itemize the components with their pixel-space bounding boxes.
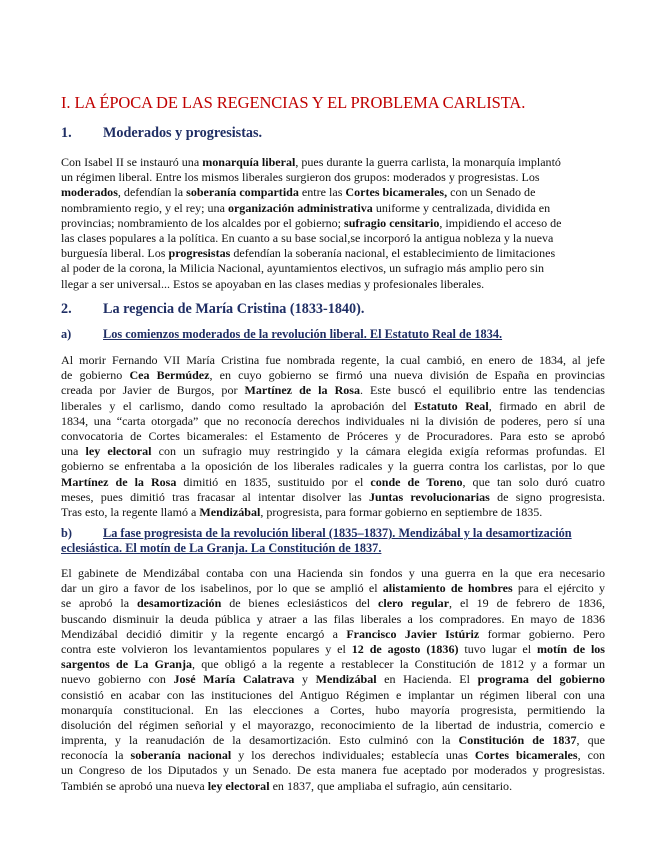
bold-term: moderados [61,185,118,200]
text-line [61,596,605,611]
text-run: tuvo lugar el [458,641,537,656]
text-run: dar un giro a favor de los isabelinos, por lo que se amplió el [61,581,383,596]
text-line [61,688,605,703]
bold-term: desamortización [136,596,222,611]
bold-term: 12 de agosto (1836) [351,641,459,656]
text-run: , que [576,733,606,748]
text-run: El gabinete de Mendizábal contaba con una Hacienda sin fondos y una guerra en la que era necesario [61,566,605,580]
text-run: un Congreso de los Diputados y un Senado. De esta manera fue aceptado por moderados y progresistas. [61,763,605,778]
text-run: nuevo gobierno con [61,672,174,687]
text-line [61,642,605,657]
text-line [61,490,605,505]
text-run: en Hacienda. El [376,672,478,687]
text-run: , que obligó a la regente a restablecer la Constitución de 1812 y a formar un [192,657,605,672]
text-line [61,261,605,276]
subsection-heading-b [61,526,621,556]
text-line [61,444,605,459]
section-heading-2 [61,301,364,318]
bold-term: ley electoral [85,444,152,459]
text-run: convocatoria de Cortes bicamerales: el Estamento de Próceres y de Procuradores. Para esto se aprobó [61,428,605,443]
text-line [61,672,605,687]
bold-term: sufragio censitario [344,215,440,230]
text-line [61,566,605,581]
bold-term: Juntas revolucionarias [368,489,490,504]
bold-term: conde de Toreno [370,474,463,489]
text-run: en 1837, que ampliaba el sufragio, aún censitario. [269,778,513,793]
text-run: , defendían la [117,185,187,200]
text-run: , con [577,748,605,763]
bold-term: Cortes bicamerales [474,748,578,763]
text-run: con un sufragio muy restringido y la cámara elegida exigía reformas profundas. El [151,444,605,459]
text-run: liberales y el carlismo, dando como resultado la aprobación del [61,398,415,413]
text-run: una [61,444,86,459]
text-run: se aprobó la [61,596,137,611]
text-line [61,581,605,596]
text-run: Mendizábal decidió dimitir y la regente encargó a [61,626,347,641]
text-line [61,185,605,200]
bold-term: sargentos de La Granja [61,657,193,672]
text-line [61,201,605,216]
text-line [61,216,605,231]
text-run: imprenta, y la reanudación de la desamortización. Esto culminó con la [61,733,459,748]
section-heading-text: La regencia de María Cristina (1833-1840). [103,301,365,317]
text-line [61,505,605,520]
bold-term: Martínez de la Rosa [244,383,360,398]
text-run: y los derechos individuales; establecía unas [231,748,475,763]
text-run: monarquía constitucional. En las elecciones a Cortes, hubo mayoría progresista, permitiendo la [61,702,605,717]
text-run: Tras esto, la regente llamó a [61,504,200,519]
text-run: contra este volvieron los levantamientos populares y el [61,641,352,656]
text-line [61,703,605,718]
text-run: , impidiendo el acceso de [439,215,562,230]
bold-term: Mendizábal [315,672,377,687]
section-number: 1. [61,125,72,141]
text-line [61,459,605,474]
text-line [61,733,605,748]
subsection-heading-link[interactable]: eclesiástica. El motín de La Granja. La Constitución de 1837. [61,541,382,555]
text-run: con un Senado de [447,185,536,200]
section-number: 2. [61,301,72,317]
subsection-letter: b) [61,526,72,540]
text-run: llegar a ser universal... Estos se apoyaban en las clases medias y profesionales liberales. [61,276,485,291]
bold-term: organización administrativa [227,200,373,215]
bold-term: Martínez de la Rosa [61,474,177,489]
text-run: de bienes eclesiásticos del [221,596,378,611]
text-run: gobierno se enfrentaba a la oposición de los liberales radicales y la guerra contra los carlistas, por lo que [61,459,605,474]
text-run: , progresista, para formar gobierno en septiembre de 1835. [260,504,543,519]
text-run: de gobierno [61,368,130,383]
text-run: nombramiento regio, y el rey; una [61,200,228,215]
text-run: , pues durante la guerra carlista, la monarquía implantó [295,155,561,169]
text-line [61,368,605,383]
subsection-heading-link[interactable]: La fase progresista de la revolución liberal (1835–1837). Mendizábal y la desamortización [103,526,572,540]
bold-term: progresistas [168,246,231,261]
text-line [61,779,605,794]
text-line [61,353,605,368]
section-heading-1 [61,125,262,142]
text-run: creada por Javier de Burgos, por [61,383,245,398]
text-line [61,277,605,292]
text-line [61,627,605,642]
bold-term: soberanía compartida [186,185,299,200]
bold-term: clero regular [378,596,450,611]
text-line [61,657,605,672]
bold-term: monarquía liberal [202,155,296,169]
section-heading-text: Moderados y progresistas. [103,125,263,141]
text-run: de signo progresista. [489,489,605,504]
text-run: , firmado en abril de [488,398,605,413]
bold-term: Estatuto Real [414,398,489,413]
text-run: provincias; nombramiento de los alcaldes por el gobierno; [61,215,345,230]
bold-term: Francisco Javier Istúriz [346,626,480,641]
document-title: I. LA ÉPOCA DE LAS REGENCIAS Y EL PROBLEMA CARLISTA. [61,93,526,112]
text-line [61,429,605,444]
bold-term: motín de los [536,641,605,656]
text-line [61,475,605,490]
text-run: burguesía liberal. Los [61,246,169,261]
text-run: , el 19 de febrero de 1836, [449,596,605,611]
paragraph-regencia-comienzos [61,353,605,520]
paragraph-fase-progresista [61,566,605,794]
text-run: meses, pues dimitió tras fracasar al intentar disolver las [61,489,369,504]
bold-term: Cortes bicamerales, [345,185,448,200]
bold-term: alistamiento de hombres [382,581,513,596]
text-run: 1834, una “carta otorgada” que no reconocía derechos individuales ni la división de poderes, pero sí una [61,413,605,428]
text-run: reconocía la [61,748,131,763]
bold-term: Mendizábal [199,504,261,519]
text-run: las clases populares a la política. En cuanto a su base social,se incorporó la antigua nobleza y la nueva [61,230,554,245]
text-line [61,231,605,246]
bold-term: Cea Bermúdez [129,368,210,383]
text-line [61,155,605,170]
text-line [61,718,605,733]
text-run: , que tan solo duró cuatro [462,474,605,489]
subsection-heading-a [61,327,502,342]
text-run: También se aprobó una nueva [61,778,208,793]
text-run: disolución del régimen señorial y el mayorazgo, reconocimiento de la libertad de industria, comercio e [61,717,605,732]
subsection-letter: a) [61,327,72,341]
text-run: formar gobierno. Pero [479,626,605,641]
bold-term: soberanía nacional [130,748,232,763]
text-run: para el ejército y [512,581,605,596]
text-run: dimitió en 1835, sustituido por el [176,474,371,489]
text-run: uniforme y centralizada, dividida en [372,200,551,215]
text-line [61,414,605,429]
text-line [61,612,605,627]
text-run: entre las [298,185,346,200]
text-line [61,748,605,763]
text-run: defendían la soberanía nacional, el establecimiento de limitaciones [230,246,556,261]
bold-term: programa del gobierno [477,672,606,687]
subsection-heading-link[interactable]: Los comienzos moderados de la revolución liberal. El Estatuto Real de 1834. [103,327,503,341]
text-line [61,383,605,398]
text-run: y [294,672,316,687]
text-run: Con Isabel II se instauró una [61,155,203,169]
text-run: al poder de la corona, la Milicia Nacional, ayuntamientos electivos, un sufragio más amplio pero sin [61,261,545,276]
text-line [61,399,605,414]
text-run: un régimen liberal. Entre los mismos liberales surgieron dos grupos: moderados y progresistas. Los [61,170,540,185]
text-line [61,246,605,261]
bold-term: José María Calatrava [173,672,295,687]
bold-term: Constitución de 1837 [458,733,577,748]
paragraph-moderados-progresistas [61,155,605,292]
text-run: consistió en acabar con las instituciones del Antiguo Régimen e implantar un régimen liberal con una [61,687,605,702]
text-run: . Este buscó el equilibrio entre las tendencias [360,383,605,398]
text-run: , en cuyo gobierno se firmó una nueva división de España en provincias [209,368,605,383]
text-line [61,170,605,185]
text-line [61,763,605,778]
text-run: Al morir Fernando VII María Cristina fue nombrada regente, la cual cambió, en enero de 1834, al jefe [61,353,605,367]
text-run: buscando disminuir la deuda pública y atraer a las filas liberales a los compradores. En mayo de 1836 [61,611,605,626]
bold-term: ley electoral [207,778,270,793]
